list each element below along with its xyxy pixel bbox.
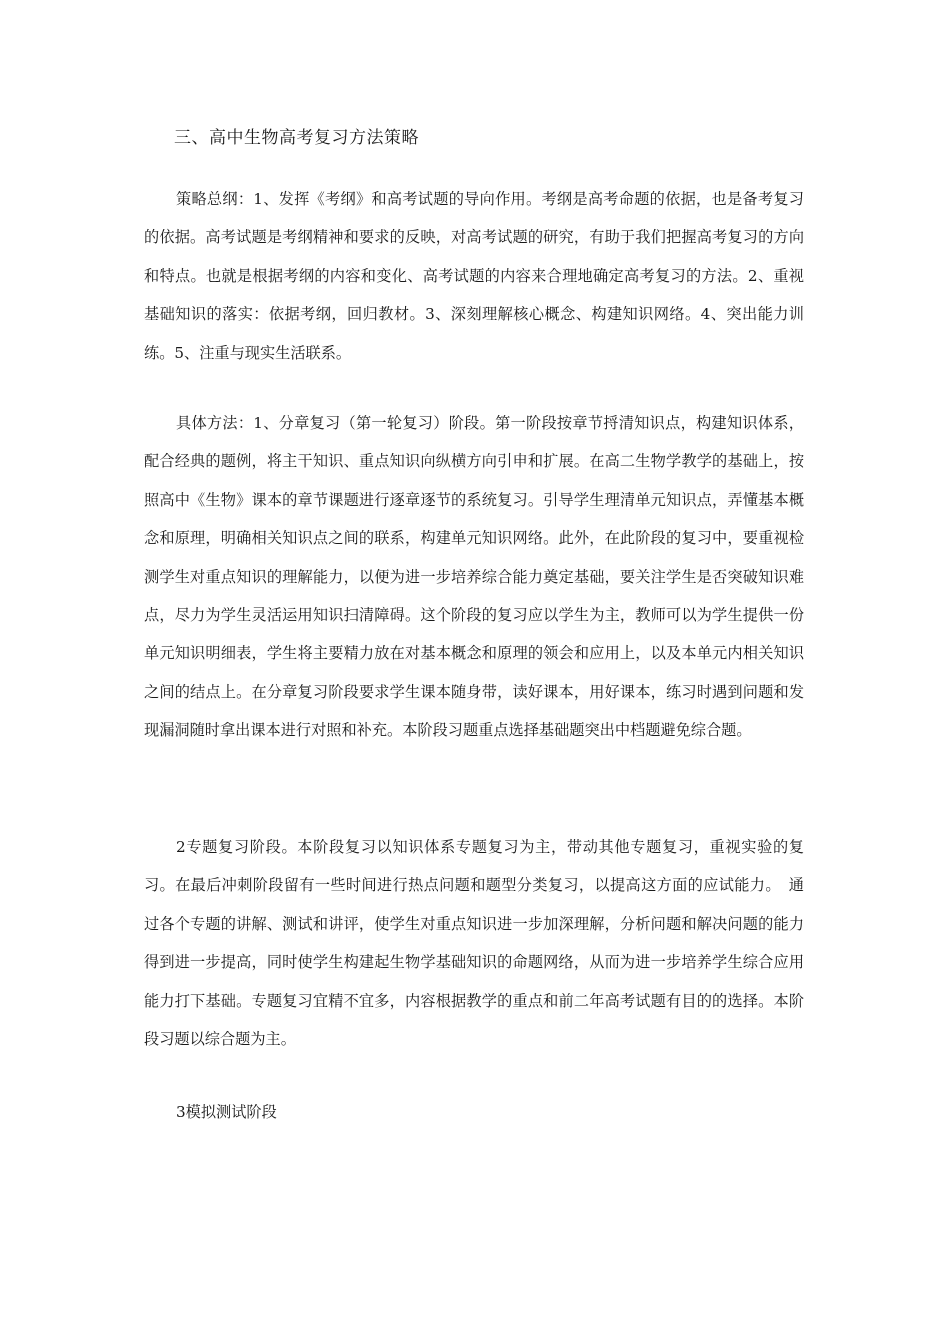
paragraph-strategy-outline: 策略总纲：1、发挥《考纲》和高考试题的导向作用。考纲是高考命题的依据，也是备考复习的依据。高考试题是考纲精神和要求的反映，对高考试题的研究，有助于我们把握高考复习的方向和特点。也就是根据考纲的内容和变化、高考试题的内容来合理地确定高考复习的方法。2、重视基础知识的落实：依据考纲，回归教材。3、深刻理解核心概念、构建知识网络。4、突出能力训练。5、注重与现实生活联系。	[144, 190, 804, 362]
section-heading: 三、高中生物高考复习方法策略	[174, 128, 419, 148]
paragraph-topic-review: 2专题复习阶段。本阶段复习以知识体系专题复习为主，带动其他专题复习，重视实验的复习。在最后冲刺阶段留有一些时间进行热点问题和题型分类复习，以提高这方面的应试能力。 通过各个专题的讲解、测试和讲评，使学生对重点知识进一步加深理解，分析问题和解决问题的能力得到进一步提高，同时使学生构建起生物学基础知识的命题网络，从而为进一步培养学生综合应用能力打下基础。专题复习宜精不宜多，内容根据教学的重点和前二年高考试题有目的的选择。本阶段习题以综合题为主。	[144, 838, 804, 1049]
subheading-mock-test: 3模拟测试阶段	[176, 1103, 277, 1121]
paragraph-specific-methods: 具体方法：1、分章复习（第一轮复习）阶段。第一阶段按章节捋清知识点，构建知识体系，配合经典的题例，将主干知识、重点知识向纵横方向引申和扩展。在高二生物学教学的基础上，按照高中《生物》课本的章节课题进行逐章逐节的系统复习。引导学生理清单元知识点，弄懂基本概念和原理，明确相关知识点之间的联系，构建单元知识网络。此外，在此阶段的复习中，要重视检测学生对重点知识的理解能力，以便为进一步培养综合能力奠定基础，要关注学生是否突破知识难点，尽力为学生灵活运用知识扫清障碍。这个阶段的复习应以学生为主，教师可以为学生提供一份单元知识明细表，学生将主要精力放在对基本概念和原理的领会和应用上，以及本单元内相关知识之间的结点上。在分章复习阶段要求学生课本随身带，读好课本，用好课本，练习时遇到问题和发现漏洞随时拿出课本进行对照和补充。本阶段习题重点选择基础题突出中档题避免综合题。	[144, 414, 804, 740]
